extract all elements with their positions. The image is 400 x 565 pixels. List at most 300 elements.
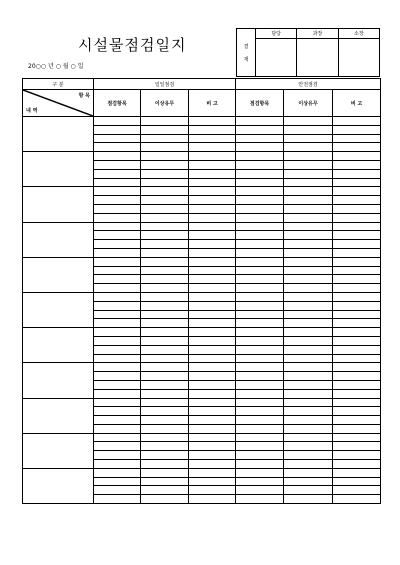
entry-cell[interactable]: [141, 178, 189, 187]
entry-cell[interactable]: [189, 134, 236, 143]
entry-cell[interactable]: [236, 398, 284, 407]
entry-cell[interactable]: [333, 275, 381, 284]
content-cell[interactable]: [23, 363, 94, 398]
entry-cell[interactable]: [189, 460, 236, 469]
entry-cell[interactable]: [236, 196, 284, 205]
entry-cell[interactable]: [94, 310, 141, 319]
entry-cell[interactable]: [284, 328, 333, 337]
entry-cell[interactable]: [189, 240, 236, 249]
entry-cell[interactable]: [333, 222, 381, 231]
content-cell[interactable]: [23, 328, 94, 363]
entry-cell[interactable]: [284, 134, 333, 143]
table-row: [23, 152, 381, 161]
entry-cell[interactable]: [189, 284, 236, 293]
entry-cell[interactable]: [189, 486, 236, 495]
entry-cell[interactable]: [94, 433, 141, 442]
entry-cell[interactable]: [141, 372, 189, 381]
entry-cell[interactable]: [333, 433, 381, 442]
entry-cell[interactable]: [236, 460, 284, 469]
entry-cell[interactable]: [333, 336, 381, 345]
table-row: [23, 433, 381, 442]
entry-cell[interactable]: [141, 468, 189, 477]
entry-cell[interactable]: [141, 451, 189, 460]
entry-cell[interactable]: [94, 292, 141, 301]
entry-cell[interactable]: [189, 398, 236, 407]
entry-cell[interactable]: [284, 187, 333, 196]
table-row: [23, 363, 381, 372]
entry-cell[interactable]: [189, 495, 236, 504]
entry-cell[interactable]: [141, 363, 189, 372]
table-row: [23, 187, 381, 196]
entry-cell[interactable]: [236, 407, 284, 416]
entry-cell[interactable]: [189, 143, 236, 152]
content-cell[interactable]: [23, 292, 94, 327]
entry-cell[interactable]: [236, 477, 284, 486]
entry-cell[interactable]: [236, 345, 284, 354]
entry-cell[interactable]: [189, 169, 236, 178]
entry-cell[interactable]: [189, 407, 236, 416]
subheader-safety-item: 점검항목: [236, 90, 284, 117]
entry-cell[interactable]: [141, 152, 189, 161]
entry-cell[interactable]: [141, 160, 189, 169]
entry-cell[interactable]: [284, 152, 333, 161]
entry-cell[interactable]: [141, 407, 189, 416]
entry-cell[interactable]: [284, 345, 333, 354]
entry-cell[interactable]: [236, 301, 284, 310]
entry-cell[interactable]: [333, 160, 381, 169]
table-row: [23, 292, 381, 301]
entry-cell[interactable]: [94, 134, 141, 143]
entry-cell[interactable]: [141, 354, 189, 363]
entry-cell[interactable]: [141, 319, 189, 328]
entry-cell[interactable]: [333, 451, 381, 460]
entry-cell[interactable]: [333, 117, 381, 126]
entry-cell[interactable]: [333, 354, 381, 363]
entry-cell[interactable]: [189, 187, 236, 196]
entry-cell[interactable]: [284, 495, 333, 504]
entry-cell[interactable]: [141, 380, 189, 389]
content-cell[interactable]: [23, 398, 94, 433]
entry-cell[interactable]: [333, 372, 381, 381]
entry-cell[interactable]: [333, 187, 381, 196]
entry-cell[interactable]: [284, 486, 333, 495]
entry-cell[interactable]: [284, 380, 333, 389]
subheader-safety-status: 이상유무: [284, 90, 333, 117]
entry-cell[interactable]: [333, 442, 381, 451]
approval-sign-manager[interactable]: [297, 39, 338, 77]
entry-cell[interactable]: [236, 213, 284, 222]
entry-cell[interactable]: [94, 398, 141, 407]
entry-cell[interactable]: [141, 301, 189, 310]
entry-cell[interactable]: [284, 319, 333, 328]
entry-cell[interactable]: [284, 204, 333, 213]
approval-sign-staff[interactable]: [256, 39, 297, 77]
entry-cell[interactable]: [333, 134, 381, 143]
entry-cell[interactable]: [333, 196, 381, 205]
entry-cell[interactable]: [284, 407, 333, 416]
entry-cell[interactable]: [94, 424, 141, 433]
entry-cell[interactable]: [94, 266, 141, 275]
entry-cell[interactable]: [94, 275, 141, 284]
content-cell[interactable]: [23, 468, 94, 503]
table-row: [23, 398, 381, 407]
entry-cell[interactable]: [284, 125, 333, 134]
entry-cell[interactable]: [333, 248, 381, 257]
entry-cell[interactable]: [94, 363, 141, 372]
entry-cell[interactable]: [236, 468, 284, 477]
entry-cell[interactable]: [236, 336, 284, 345]
entry-cell[interactable]: [94, 240, 141, 249]
entry-cell[interactable]: [189, 204, 236, 213]
entry-cell[interactable]: [94, 451, 141, 460]
entry-cell[interactable]: [236, 231, 284, 240]
entry-cell[interactable]: [141, 169, 189, 178]
entry-cell[interactable]: [94, 248, 141, 257]
entry-cell[interactable]: [94, 407, 141, 416]
entry-cell[interactable]: [94, 178, 141, 187]
entry-cell[interactable]: [94, 117, 141, 126]
entry-cell[interactable]: [141, 486, 189, 495]
entry-cell[interactable]: [284, 169, 333, 178]
entry-cell[interactable]: [333, 301, 381, 310]
entry-cell[interactable]: [94, 477, 141, 486]
entry-cell[interactable]: [189, 310, 236, 319]
entry-cell[interactable]: [94, 160, 141, 169]
entry-cell[interactable]: [284, 310, 333, 319]
entry-cell[interactable]: [189, 468, 236, 477]
entry-cell[interactable]: [189, 336, 236, 345]
entry-cell[interactable]: [333, 143, 381, 152]
entry-cell[interactable]: [94, 125, 141, 134]
entry-cell[interactable]: [94, 416, 141, 425]
entry-cell[interactable]: [236, 486, 284, 495]
entry-cell[interactable]: [94, 460, 141, 469]
entry-cell[interactable]: [141, 416, 189, 425]
entry-cell[interactable]: [94, 486, 141, 495]
entry-cell[interactable]: [94, 495, 141, 504]
entry-cell[interactable]: [189, 328, 236, 337]
entry-cell[interactable]: [236, 152, 284, 161]
entry-cell[interactable]: [284, 248, 333, 257]
entry-cell[interactable]: [236, 117, 284, 126]
entry-cell[interactable]: [189, 257, 236, 266]
entry-cell[interactable]: [284, 336, 333, 345]
entry-cell[interactable]: [284, 160, 333, 169]
entry-cell[interactable]: [189, 222, 236, 231]
entry-cell[interactable]: [141, 196, 189, 205]
diag-item-label: 항 목: [78, 93, 90, 99]
entry-cell[interactable]: [189, 160, 236, 169]
entry-cell[interactable]: [333, 152, 381, 161]
entry-cell[interactable]: [189, 196, 236, 205]
entry-cell[interactable]: [236, 169, 284, 178]
entry-cell[interactable]: [236, 160, 284, 169]
entry-cell[interactable]: [236, 380, 284, 389]
entry-cell[interactable]: [236, 433, 284, 442]
entry-cell[interactable]: [189, 416, 236, 425]
entry-cell[interactable]: [94, 222, 141, 231]
entry-cell[interactable]: [94, 196, 141, 205]
entry-cell[interactable]: [284, 196, 333, 205]
entry-cell[interactable]: [189, 319, 236, 328]
entry-cell[interactable]: [94, 169, 141, 178]
entry-cell[interactable]: [333, 257, 381, 266]
entry-cell[interactable]: [284, 284, 333, 293]
entry-cell[interactable]: [284, 468, 333, 477]
entry-cell[interactable]: [189, 275, 236, 284]
entry-cell[interactable]: [236, 354, 284, 363]
entry-cell[interactable]: [333, 328, 381, 337]
entry-cell[interactable]: [94, 345, 141, 354]
entry-cell[interactable]: [189, 442, 236, 451]
approval-col-manager: 과장: [297, 29, 338, 39]
entry-cell[interactable]: [284, 292, 333, 301]
entry-cell[interactable]: [141, 424, 189, 433]
entry-cell[interactable]: [189, 477, 236, 486]
entry-cell[interactable]: [94, 187, 141, 196]
diag-content-label: 내 역: [26, 108, 38, 114]
entry-cell[interactable]: [94, 389, 141, 398]
diagonal-header-cell: [23, 90, 94, 117]
entry-cell[interactable]: [333, 389, 381, 398]
entry-cell[interactable]: [333, 468, 381, 477]
entry-cell[interactable]: [141, 398, 189, 407]
entry-cell[interactable]: [236, 442, 284, 451]
entry-cell[interactable]: [236, 495, 284, 504]
entry-cell[interactable]: [236, 372, 284, 381]
entry-cell[interactable]: [94, 143, 141, 152]
entry-cell[interactable]: [94, 301, 141, 310]
entry-cell[interactable]: [94, 257, 141, 266]
entry-cell[interactable]: [141, 389, 189, 398]
entry-cell[interactable]: [189, 301, 236, 310]
entry-cell[interactable]: [284, 213, 333, 222]
entry-cell[interactable]: [141, 143, 189, 152]
entry-cell[interactable]: [141, 495, 189, 504]
entry-cell[interactable]: [284, 433, 333, 442]
subheader-daily-status: 이상유무: [141, 90, 189, 117]
table-row: [23, 328, 381, 337]
entry-cell[interactable]: [333, 213, 381, 222]
entry-cell[interactable]: [141, 336, 189, 345]
entry-cell[interactable]: [236, 204, 284, 213]
entry-cell[interactable]: [333, 231, 381, 240]
entry-cell[interactable]: [333, 125, 381, 134]
subheader-safety-remarks: 비 고: [333, 90, 381, 117]
entry-cell[interactable]: [236, 310, 284, 319]
entry-cell[interactable]: [141, 328, 189, 337]
approval-col-director: 소장: [338, 29, 379, 39]
table-row: [23, 468, 381, 477]
category-header: 구 분: [23, 79, 94, 90]
entry-cell[interactable]: [284, 117, 333, 126]
content-cell[interactable]: [23, 117, 94, 152]
content-cell[interactable]: [23, 187, 94, 222]
entry-cell[interactable]: [94, 354, 141, 363]
entry-cell[interactable]: [189, 125, 236, 134]
entry-cell[interactable]: [141, 310, 189, 319]
entry-cell[interactable]: [284, 231, 333, 240]
entry-cell[interactable]: [236, 389, 284, 398]
entry-cell[interactable]: [284, 363, 333, 372]
entry-cell[interactable]: [284, 275, 333, 284]
entry-cell[interactable]: [333, 424, 381, 433]
entry-cell[interactable]: [284, 143, 333, 152]
entry-cell[interactable]: [236, 257, 284, 266]
entry-cell[interactable]: [284, 222, 333, 231]
entry-cell[interactable]: [236, 178, 284, 187]
entry-cell[interactable]: [236, 284, 284, 293]
entry-cell[interactable]: [284, 354, 333, 363]
entry-cell[interactable]: [94, 328, 141, 337]
entry-cell[interactable]: [333, 398, 381, 407]
entry-cell[interactable]: [94, 372, 141, 381]
entry-cell[interactable]: [333, 495, 381, 504]
entry-cell[interactable]: [94, 468, 141, 477]
entry-cell[interactable]: [141, 433, 189, 442]
entry-cell[interactable]: [333, 345, 381, 354]
content-cell[interactable]: [23, 222, 94, 257]
entry-cell[interactable]: [236, 187, 284, 196]
entry-cell[interactable]: [333, 284, 381, 293]
entry-cell[interactable]: [141, 284, 189, 293]
entry-cell[interactable]: [284, 240, 333, 249]
entry-cell[interactable]: [333, 310, 381, 319]
entry-cell[interactable]: [189, 231, 236, 240]
entry-cell[interactable]: [333, 477, 381, 486]
entry-cell[interactable]: [284, 460, 333, 469]
entry-cell[interactable]: [141, 266, 189, 275]
entry-cell[interactable]: [189, 380, 236, 389]
entry-cell[interactable]: [236, 266, 284, 275]
entry-cell[interactable]: [189, 354, 236, 363]
entry-cell[interactable]: [189, 424, 236, 433]
approval-side-label: 결 재: [237, 29, 256, 77]
entry-cell[interactable]: [236, 328, 284, 337]
entry-cell[interactable]: [284, 442, 333, 451]
entry-cell[interactable]: [141, 477, 189, 486]
entry-cell[interactable]: [189, 178, 236, 187]
entry-cell[interactable]: [236, 319, 284, 328]
entry-cell[interactable]: [189, 389, 236, 398]
entry-cell[interactable]: [141, 442, 189, 451]
entry-cell[interactable]: [333, 169, 381, 178]
entry-cell[interactable]: [236, 143, 284, 152]
entry-cell[interactable]: [141, 134, 189, 143]
entry-cell[interactable]: [189, 451, 236, 460]
entry-cell[interactable]: [141, 460, 189, 469]
entry-cell[interactable]: [333, 363, 381, 372]
entry-cell[interactable]: [141, 125, 189, 134]
entry-cell[interactable]: [236, 424, 284, 433]
daily-inspection-header: 일일점검: [94, 79, 236, 90]
entry-cell[interactable]: [94, 442, 141, 451]
entry-cell[interactable]: [236, 363, 284, 372]
entry-cell[interactable]: [189, 433, 236, 442]
content-cell[interactable]: [23, 433, 94, 468]
entry-cell[interactable]: [284, 424, 333, 433]
entry-cell[interactable]: [333, 380, 381, 389]
entry-cell[interactable]: [236, 240, 284, 249]
entry-cell[interactable]: [189, 248, 236, 257]
entry-cell[interactable]: [141, 213, 189, 222]
entry-cell[interactable]: [141, 117, 189, 126]
entry-cell[interactable]: [94, 213, 141, 222]
entry-cell[interactable]: [236, 416, 284, 425]
entry-cell[interactable]: [236, 451, 284, 460]
entry-cell[interactable]: [94, 152, 141, 161]
entry-cell[interactable]: [141, 240, 189, 249]
entry-cell[interactable]: [94, 204, 141, 213]
entry-cell[interactable]: [284, 477, 333, 486]
entry-cell[interactable]: [189, 345, 236, 354]
entry-cell[interactable]: [333, 266, 381, 275]
entry-cell[interactable]: [189, 213, 236, 222]
entry-cell[interactable]: [236, 248, 284, 257]
content-cell[interactable]: [23, 257, 94, 292]
entry-cell[interactable]: [236, 134, 284, 143]
subheader-daily-remarks: 비 고: [189, 90, 236, 117]
entry-cell[interactable]: [236, 275, 284, 284]
entry-cell[interactable]: [236, 125, 284, 134]
entry-cell[interactable]: [141, 222, 189, 231]
approval-sign-director[interactable]: [338, 39, 379, 77]
entry-cell[interactable]: [94, 319, 141, 328]
entry-cell[interactable]: [284, 416, 333, 425]
entry-cell[interactable]: [189, 292, 236, 301]
entry-cell[interactable]: [333, 407, 381, 416]
entry-cell[interactable]: [333, 204, 381, 213]
entry-cell[interactable]: [284, 389, 333, 398]
entry-cell[interactable]: [189, 152, 236, 161]
entry-cell[interactable]: [141, 204, 189, 213]
entry-cell[interactable]: [94, 380, 141, 389]
content-cell[interactable]: [23, 152, 94, 187]
entry-cell[interactable]: [94, 336, 141, 345]
entry-cell[interactable]: [94, 231, 141, 240]
entry-cell[interactable]: [284, 257, 333, 266]
entry-cell[interactable]: [94, 284, 141, 293]
entry-cell[interactable]: [189, 372, 236, 381]
entry-cell[interactable]: [141, 275, 189, 284]
entry-cell[interactable]: [236, 292, 284, 301]
entry-cell[interactable]: [189, 117, 236, 126]
entry-cell[interactable]: [333, 292, 381, 301]
entry-cell[interactable]: [333, 178, 381, 187]
entry-cell[interactable]: [333, 460, 381, 469]
entry-cell[interactable]: [141, 231, 189, 240]
entry-cell[interactable]: [284, 398, 333, 407]
entry-cell[interactable]: [333, 240, 381, 249]
entry-cell[interactable]: [333, 486, 381, 495]
entry-cell[interactable]: [284, 451, 333, 460]
entry-cell[interactable]: [333, 319, 381, 328]
entry-cell[interactable]: [333, 416, 381, 425]
entry-cell[interactable]: [141, 345, 189, 354]
entry-cell[interactable]: [189, 266, 236, 275]
entry-cell[interactable]: [141, 257, 189, 266]
entry-cell[interactable]: [141, 187, 189, 196]
entry-cell[interactable]: [284, 301, 333, 310]
entry-cell[interactable]: [284, 372, 333, 381]
entry-cell[interactable]: [141, 248, 189, 257]
entry-cell[interactable]: [284, 178, 333, 187]
entry-cell[interactable]: [284, 266, 333, 275]
subheader-daily-item: 점검항목: [94, 90, 141, 117]
entry-cell[interactable]: [236, 222, 284, 231]
entry-cell[interactable]: [189, 363, 236, 372]
entry-cell[interactable]: [141, 292, 189, 301]
